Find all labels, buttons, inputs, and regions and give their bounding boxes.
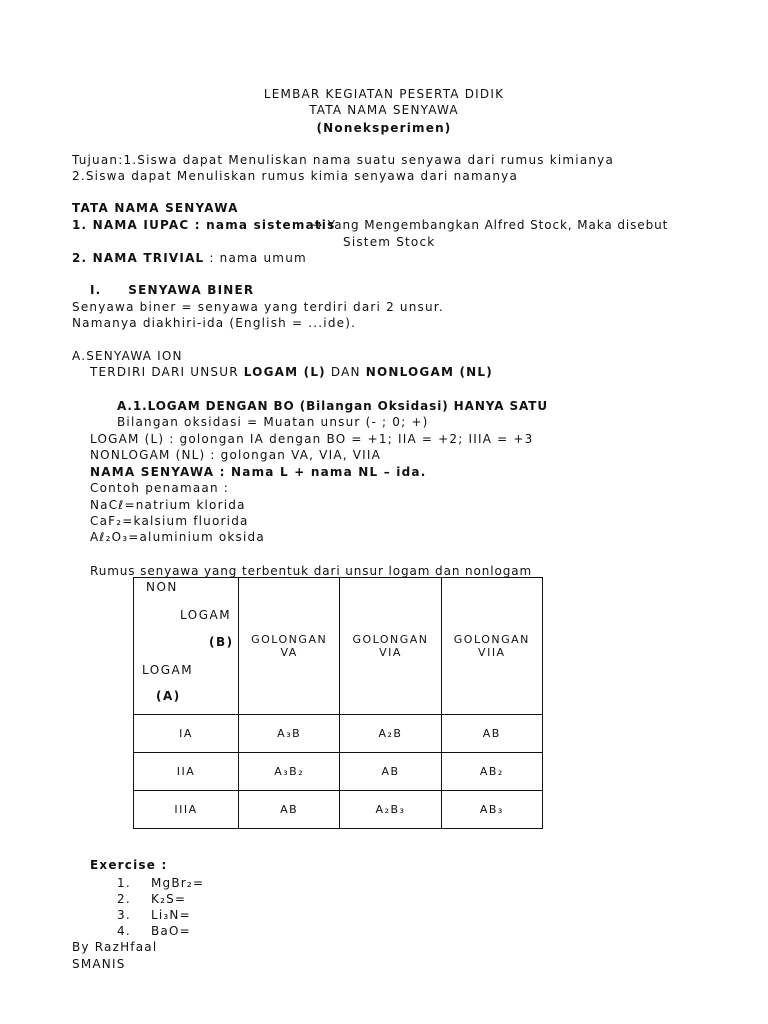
exercise-num: 1. xyxy=(117,876,131,890)
table-row xyxy=(134,753,543,791)
school-name: SMANIS xyxy=(72,957,126,971)
ionic-conjunction: DAN xyxy=(325,365,366,379)
table-cell: AB xyxy=(239,791,340,829)
exercise-item: MgBr₂= xyxy=(151,876,205,890)
table-header-viia xyxy=(441,578,542,715)
binary-suffix-rule: Namanya diakhiri-ida (English = ...ide). xyxy=(72,316,357,330)
corner-logam-b: LOGAM xyxy=(180,608,232,622)
objective-2: 2.Siswa dapat Menuliskan rumus kimia senyawa dari namanya xyxy=(72,169,519,183)
corner-b: (B) xyxy=(209,635,234,649)
exercise-num: 2. xyxy=(117,892,131,906)
table-row xyxy=(134,791,543,829)
trivial-desc: : nama umum xyxy=(204,251,307,265)
nonlogam-groups: NONLOGAM (NL) : golongan VA, VIA, VIIA xyxy=(90,448,382,462)
binary-definition: Senyawa biner = senyawa yang terdiri dari 2 unsur. xyxy=(72,300,444,314)
header-label: GOLONGAN xyxy=(453,633,530,646)
ionic-composition-text: TERDIRI DARI UNSUR xyxy=(90,365,244,379)
logam-groups: LOGAM (L) : golongan IA dengan BO = +1; IIA = +2; IIIA = +3 xyxy=(90,432,534,446)
example-al2o3: Aℓ₂O₃=aluminium oksida xyxy=(90,530,265,544)
exercise-item: K₂S= xyxy=(151,892,187,906)
table-header-via xyxy=(340,578,441,715)
table-cell: A₃B₂ xyxy=(239,753,340,791)
ionic-logam: LOGAM (L) xyxy=(243,365,326,379)
table-cell: AB xyxy=(340,753,441,791)
table-corner-cell xyxy=(134,578,239,715)
compound-formula-table xyxy=(133,577,543,829)
author-credit: By RazHfaal xyxy=(72,940,158,954)
table-cell: AB₃ xyxy=(441,791,542,829)
example-caf2: CaF₂=kalsium fluorida xyxy=(90,514,249,528)
header-label: GOLONGAN xyxy=(352,633,429,646)
example-heading: Contoh penamaan : xyxy=(90,481,230,495)
table-caption: Rumus senyawa yang terbentuk dari unsur logam dan nonlogam xyxy=(90,564,533,578)
iupac-note: → Yang Mengembangkan Alfred Stock, Maka disebut xyxy=(312,218,669,232)
doc-title: LEMBAR KEGIATAN PESERTA DIDIK xyxy=(263,87,505,101)
a1-heading: A.1.LOGAM DENGAN BO (Bilangan Oksidasi) HANYA SATU xyxy=(117,399,548,413)
binary-heading: I. SENYAWA BINER xyxy=(90,283,255,297)
exercise-item: Li₃N= xyxy=(151,908,191,922)
ionic-composition xyxy=(90,364,493,380)
table-cell: AB xyxy=(441,715,542,753)
header-group: VA xyxy=(280,646,298,659)
example-nacl: NaCℓ=natrium klorida xyxy=(90,498,246,512)
row-label: IIA xyxy=(134,753,239,791)
oxidation-number-def: Bilangan oksidasi = Muatan unsur (- ; 0; +) xyxy=(117,415,429,429)
objective-1: Tujuan:1.Siswa dapat Menuliskan nama suatu senyawa dari rumus kimianya xyxy=(72,153,615,167)
iupac-line: 1. NAMA IUPAC : nama sistematis xyxy=(72,218,336,232)
exercise-num: 3. xyxy=(117,908,131,922)
ionic-heading: A.SENYAWA ION xyxy=(72,349,183,363)
doc-type: (Noneksperimen) xyxy=(316,121,452,135)
exercise-num: 4. xyxy=(117,924,131,938)
header-group: VIIA xyxy=(478,646,506,659)
header-label: GOLONGAN xyxy=(251,633,328,646)
table-cell: A₃B xyxy=(239,715,340,753)
naming-heading: TATA NAMA SENYAWA xyxy=(72,201,239,215)
corner-a: (A) xyxy=(156,689,181,703)
trivial-line xyxy=(72,250,307,266)
ionic-nonlogam: NONLOGAM (NL) xyxy=(365,365,493,379)
exercise-item: BaO= xyxy=(151,924,191,938)
row-label: IIIA xyxy=(134,791,239,829)
trivial-label: 2. NAMA TRIVIAL xyxy=(72,251,205,265)
table-cell: A₂B xyxy=(340,715,441,753)
table-header-row xyxy=(134,578,543,715)
table-cell: A₂B₃ xyxy=(340,791,441,829)
corner-logam-a: LOGAM xyxy=(142,663,194,677)
iupac-note-continued: Sistem Stock xyxy=(343,235,436,249)
corner-non: NON xyxy=(146,580,178,594)
header-group: VIA xyxy=(379,646,402,659)
table-row xyxy=(134,715,543,753)
table-header-va xyxy=(239,578,340,715)
table-cell: AB₂ xyxy=(441,753,542,791)
naming-rule: NAMA SENYAWA : Nama L + nama NL – ida. xyxy=(90,465,427,479)
doc-subtitle: TATA NAMA SENYAWA xyxy=(309,103,459,117)
row-label: IA xyxy=(134,715,239,753)
exercise-heading: Exercise : xyxy=(90,858,168,872)
